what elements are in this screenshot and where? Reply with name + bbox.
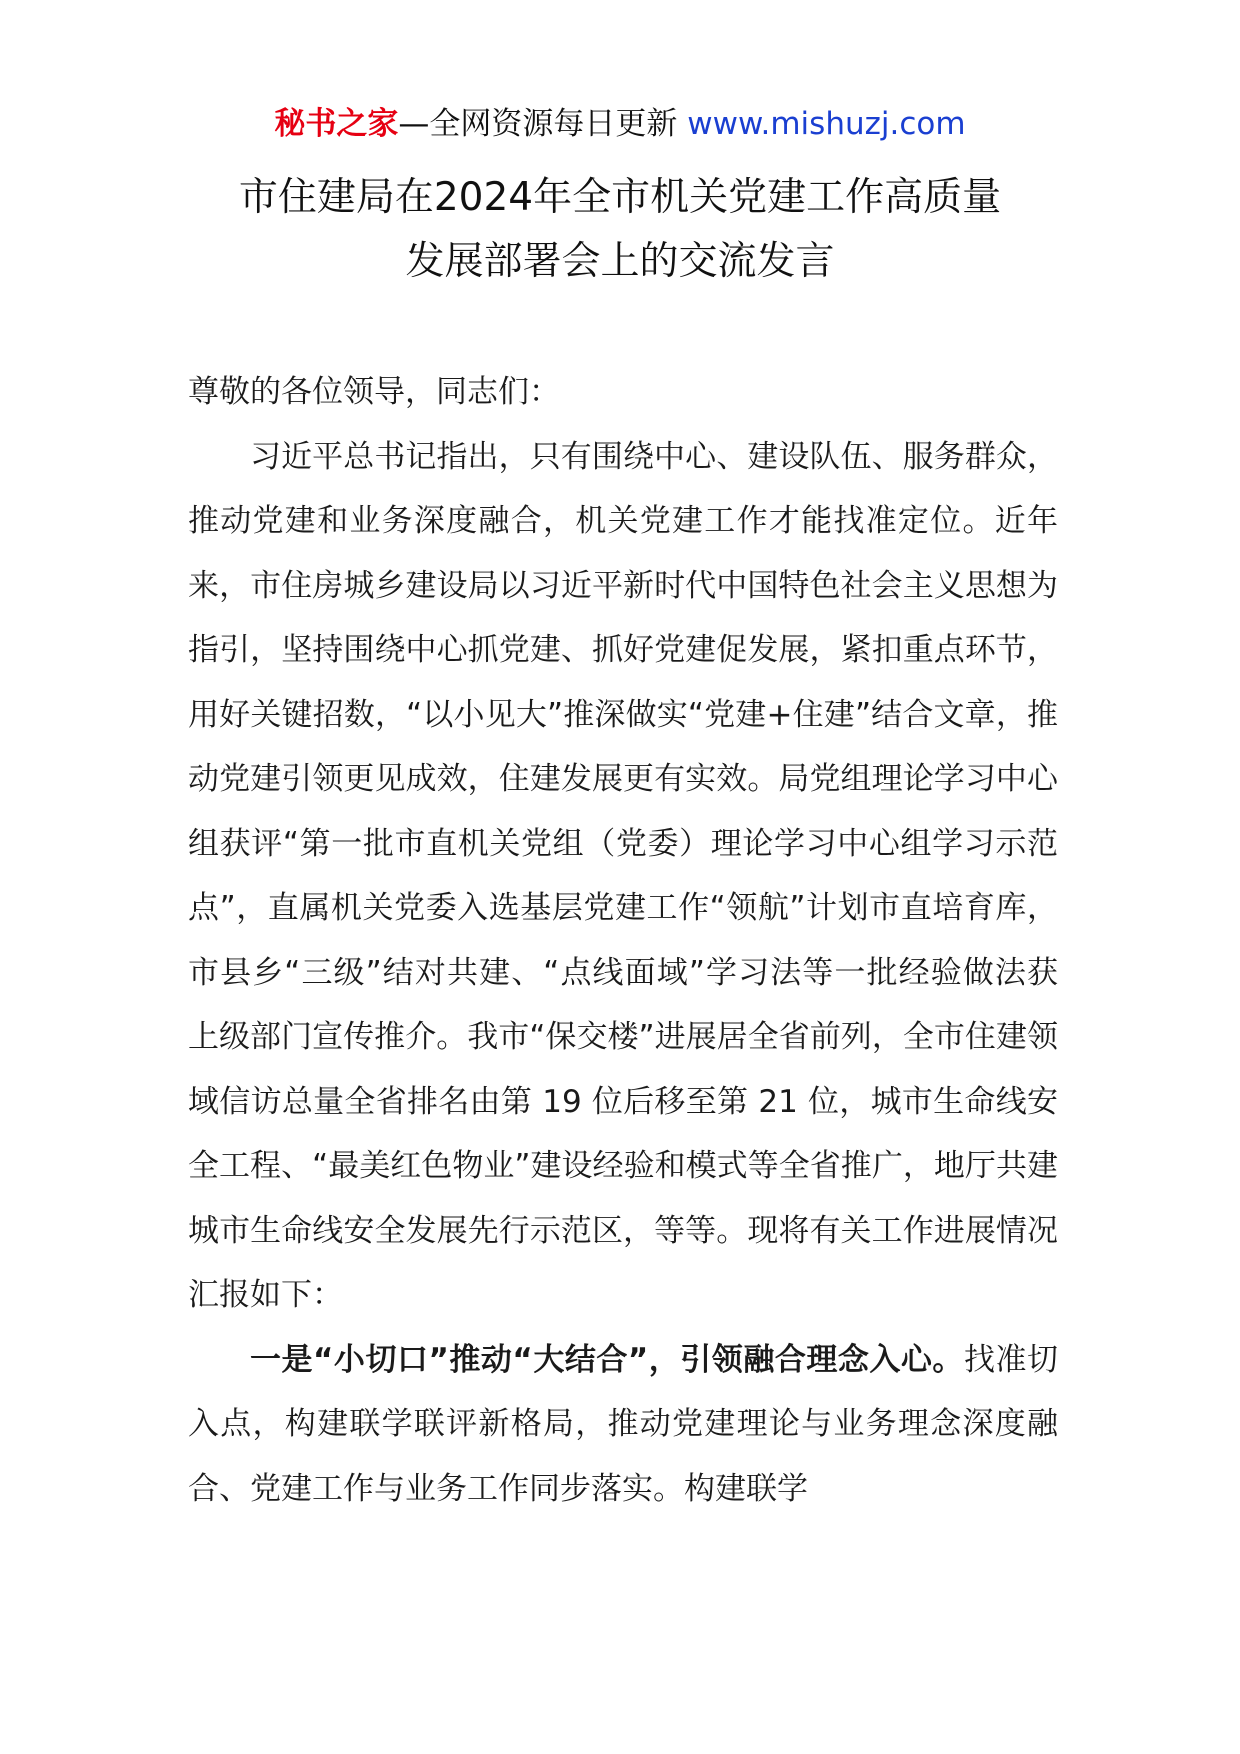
banner-brand: 秘书之家 bbox=[274, 106, 399, 142]
section-text-1: 找准切入点，构建联学联评新格局，推动党建理论与业务理念深度融合、党建工作与业务工作同步落实。构建联学 bbox=[188, 1341, 1059, 1507]
section-paragraph-1 bbox=[188, 1328, 1058, 1522]
document-title bbox=[150, 166, 1090, 294]
banner-url[interactable]: www.mishuzj.com bbox=[687, 106, 966, 142]
document-body bbox=[188, 360, 1058, 1521]
paragraph-intro: 习近平总书记指出，只有围绕中心、建设队伍、服务群众，推动党建和业务深度融合，机关党建工作才能找准定位。近年来，市住房城乡建设局以习近平新时代中国特色社会主义思想为指引，坚持围绕中心抓党建、抓好党建促发展，紧扣重点环节，用好关键招数，“以小见大”推深做实“党建+住建”结合文章，推动党建引领更见成效，住建发展更有实效。局党组理论学习中心组获评“第一批市直机关党组（党委）理论学习中心组学习示范点”，直属机关党委入选基层党建工作“领航”计划市直培育库，市县乡“三级”结对共建、“点线面域”学习法等一批经验做法获上级部门宣传推介。我市“保交楼”进展居全省前列，全市住建领域信访总量全省排名由第 19 位后移至第 21 位，城市生命线安全工程、“最美红色物业”建设经验和模式等全省推广，地厅共建城市生命线安全发展先行示范区，等等。现将有关工作进展情况汇报如下： bbox=[188, 438, 1058, 1313]
watermark-banner bbox=[0, 104, 1240, 144]
section-heading-1: 一是“小切口”推动“大结合”，引领融合理念入心。 bbox=[250, 1341, 964, 1378]
title-line-2: 发展部署会上的交流发言 bbox=[405, 239, 835, 284]
title-line-1: 市住建局在2024年全市机关党建工作高质量 bbox=[238, 175, 1002, 220]
salutation: 尊敬的各位领导，同志们： bbox=[188, 374, 560, 410]
banner-slogan: —全网资源每日更新 bbox=[398, 106, 678, 142]
